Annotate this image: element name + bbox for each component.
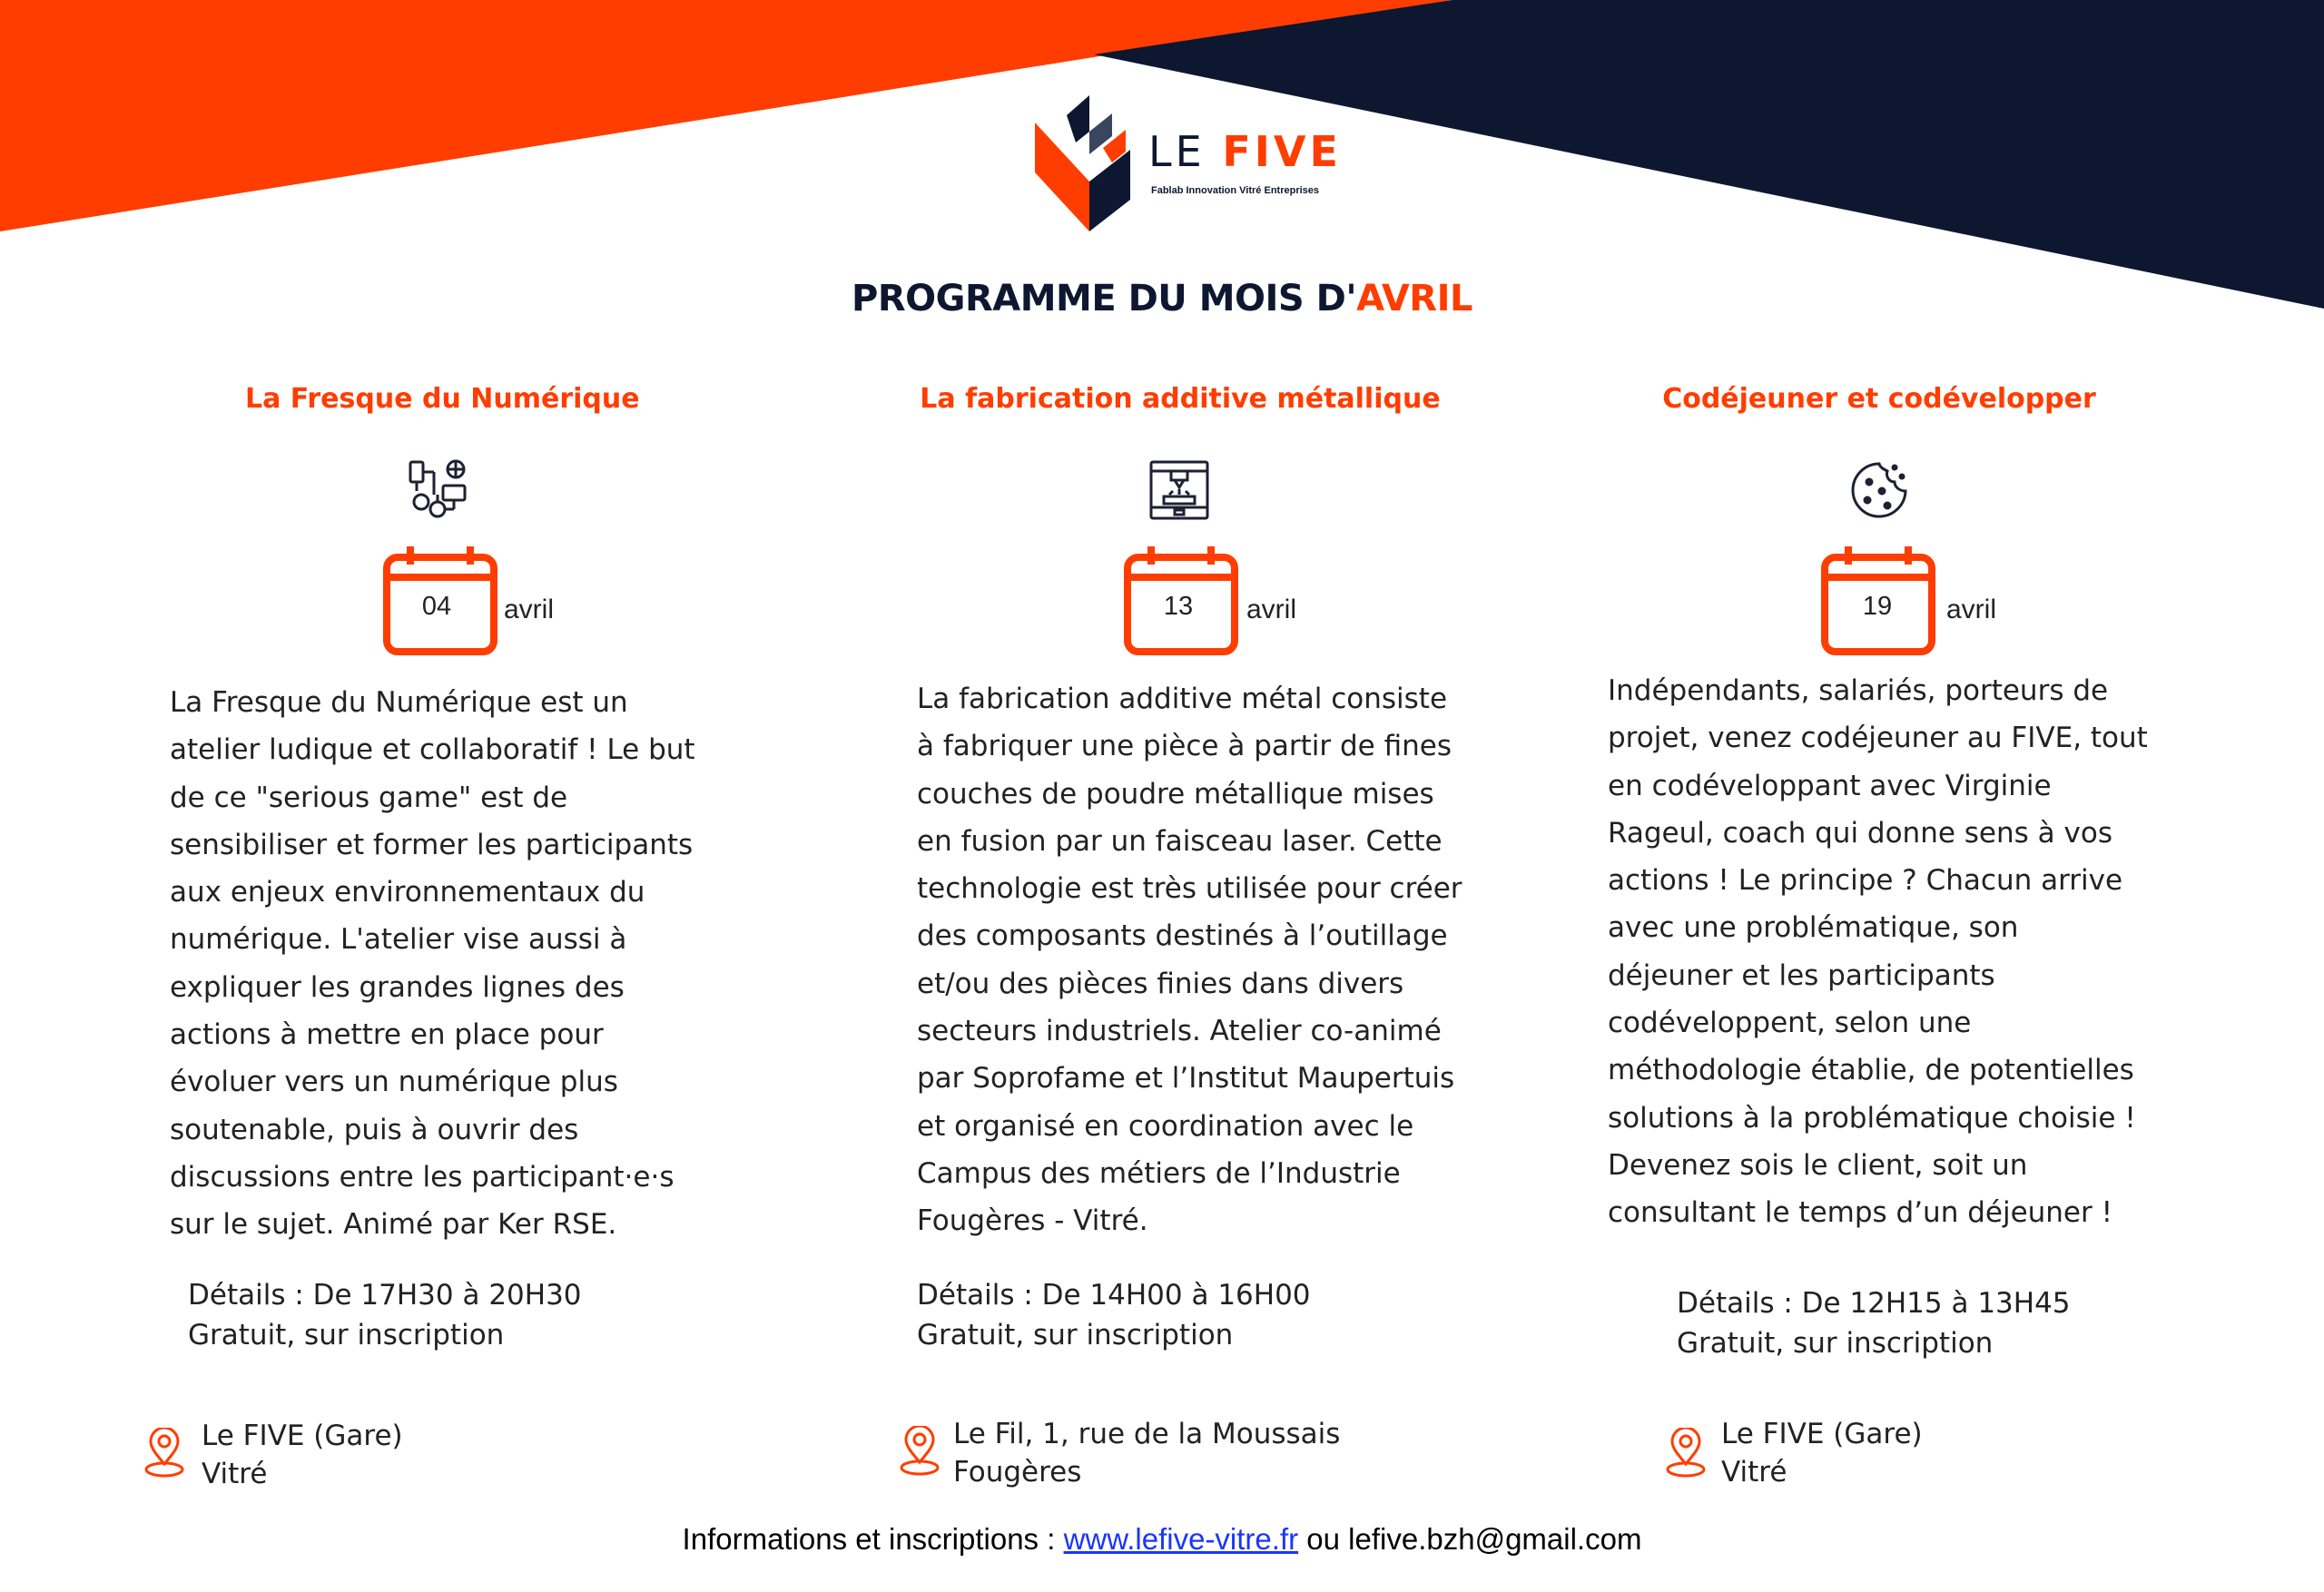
event-time: Détails : De 12H15 à 13H45 bbox=[1677, 1287, 2071, 1320]
description-line: atelier ludique et collaboratif ! Le but bbox=[170, 733, 695, 767]
description-line: par Soprofame et l’Institut Maupertuis bbox=[917, 1062, 1455, 1096]
event-description bbox=[917, 675, 1462, 1245]
description-line: sensibiliser et former les participants bbox=[170, 828, 694, 861]
description-line: consultant le temps d’un déjeuner ! bbox=[1608, 1196, 2113, 1230]
description-line: La Fresque du Numérique est un bbox=[170, 686, 628, 719]
event-time: Détails : De 17H30 à 20H30 bbox=[188, 1279, 582, 1312]
location-line-1: Le FIVE (Gare) bbox=[1721, 1418, 1923, 1450]
description-line: avec une problématique, son bbox=[1608, 911, 2019, 945]
event-location bbox=[1721, 1415, 1923, 1491]
description-line: sur le sujet. Animé par Ker RSE. bbox=[170, 1208, 617, 1242]
description-line: et/ou des pièces finies dans divers bbox=[917, 967, 1404, 1000]
event-location bbox=[953, 1415, 1340, 1491]
description-line: secteurs industriels. Atelier co-animé bbox=[917, 1015, 1442, 1048]
event-month: avril bbox=[1246, 595, 1297, 624]
description-line: Indépendants, salariés, porteurs de bbox=[1608, 674, 2109, 707]
description-line: Campus des métiers de l’Industrie bbox=[917, 1156, 1401, 1190]
location-pin-icon bbox=[1663, 1428, 1709, 1482]
description-line: en codéveloppant avec Virginie bbox=[1608, 769, 2052, 802]
footer-middle: ou bbox=[1298, 1522, 1349, 1556]
event-price: Gratuit, sur inscription bbox=[917, 1319, 1234, 1351]
event-details bbox=[188, 1275, 582, 1355]
description-line: méthodologie établie, de potentielles bbox=[1608, 1054, 2134, 1087]
description-line: à fabriquer une pièce à partir de fines bbox=[917, 730, 1452, 763]
location-line-1: Le Fil, 1, rue de la Moussais bbox=[953, 1418, 1341, 1450]
description-line: La fabrication additive métal consiste bbox=[917, 683, 1448, 715]
event-location bbox=[202, 1417, 403, 1493]
page-title-main: PROGRAMME DU MOIS D' bbox=[852, 278, 1357, 319]
event-details bbox=[917, 1275, 1311, 1355]
description-line: projet, venez codéjeuner au FIVE, tout bbox=[1608, 722, 2148, 755]
description-line: codéveloppent, selon une bbox=[1608, 1007, 1972, 1040]
description-line: et organisé en coordination avec le bbox=[917, 1109, 1414, 1143]
event-details bbox=[1677, 1283, 2071, 1363]
description-line: expliquer les grandes lignes des bbox=[170, 970, 625, 1004]
event-price: Gratuit, sur inscription bbox=[188, 1319, 505, 1351]
description-line: soutenable, puis à ouvrir des bbox=[170, 1113, 579, 1146]
event-description bbox=[170, 679, 695, 1249]
event-day: 19 bbox=[1862, 592, 1893, 621]
event-month: avril bbox=[504, 595, 555, 624]
description-line: Fougères - Vitré. bbox=[917, 1204, 1148, 1238]
description-line: en fusion par un faisceau laser. Cette bbox=[917, 824, 1443, 858]
description-line: Rageul, coach qui donne sens à vos bbox=[1608, 816, 2112, 850]
event-title: Codéjeuner et codévelopper bbox=[1662, 383, 2096, 415]
description-line: solutions à la problématique choisie ! bbox=[1608, 1101, 2136, 1135]
description-line: actions ! Le principe ? Chacun arrive bbox=[1608, 864, 2123, 898]
event-time: Détails : De 14H00 à 16H00 bbox=[917, 1279, 1311, 1312]
logo-word-five: FIVE bbox=[1222, 127, 1342, 176]
event-description bbox=[1608, 667, 2148, 1237]
logo-word-le: LE bbox=[1148, 127, 1206, 176]
page-title bbox=[0, 278, 2324, 319]
description-line: technologie est très utilisée pour créer bbox=[917, 872, 1462, 906]
footer-prefix: Informations et inscriptions : bbox=[682, 1522, 1064, 1556]
footer-email: lefive.bzh@gmail.com bbox=[1348, 1522, 1642, 1556]
description-line: Devenez sois le client, soit un bbox=[1608, 1148, 2028, 1182]
location-pin-icon bbox=[897, 1426, 942, 1480]
description-line: déjeuner et les participants bbox=[1608, 958, 1995, 992]
page-title-month: AVRIL bbox=[1356, 278, 1472, 319]
website-link[interactable]: www.lefive-vitre.fr bbox=[1063, 1522, 1299, 1556]
description-line: de ce "serious game" est de bbox=[170, 781, 568, 814]
event-title: La Fresque du Numérique bbox=[245, 383, 640, 415]
description-line: actions à mettre en place pour bbox=[170, 1018, 604, 1052]
description-line: couches de poudre métallique mises bbox=[917, 777, 1434, 811]
logo-tagline: Fablab Innovation Vitré Entreprises bbox=[1151, 185, 1320, 196]
description-line: évoluer vers un numérique plus bbox=[170, 1066, 618, 1099]
cookie-icon bbox=[1847, 458, 1911, 522]
event-day: 13 bbox=[1163, 592, 1194, 621]
location-line-1: Le FIVE (Gare) bbox=[202, 1420, 403, 1452]
3d-printer-icon bbox=[1147, 458, 1211, 522]
description-line: discussions entre les participant·e·s bbox=[170, 1160, 675, 1194]
event-title: La fabrication additive métallique bbox=[920, 383, 1441, 415]
location-line-2: Vitré bbox=[202, 1458, 268, 1490]
location-pin-icon bbox=[142, 1428, 187, 1482]
location-line-2: Fougères bbox=[953, 1456, 1082, 1489]
logo-wordmark bbox=[1148, 127, 1342, 176]
event-day: 04 bbox=[421, 592, 452, 621]
description-line: aux enjeux environnementaux du bbox=[170, 876, 645, 909]
footer-info bbox=[0, 1522, 2324, 1557]
description-line: numérique. L'atelier vise aussi à bbox=[170, 923, 627, 957]
digital-devices-icon bbox=[407, 458, 470, 522]
event-month: avril bbox=[1946, 595, 1997, 624]
event-price: Gratuit, sur inscription bbox=[1677, 1327, 1994, 1360]
location-line-2: Vitré bbox=[1721, 1456, 1787, 1489]
description-line: des composants destinés à l’outillage bbox=[917, 919, 1448, 953]
